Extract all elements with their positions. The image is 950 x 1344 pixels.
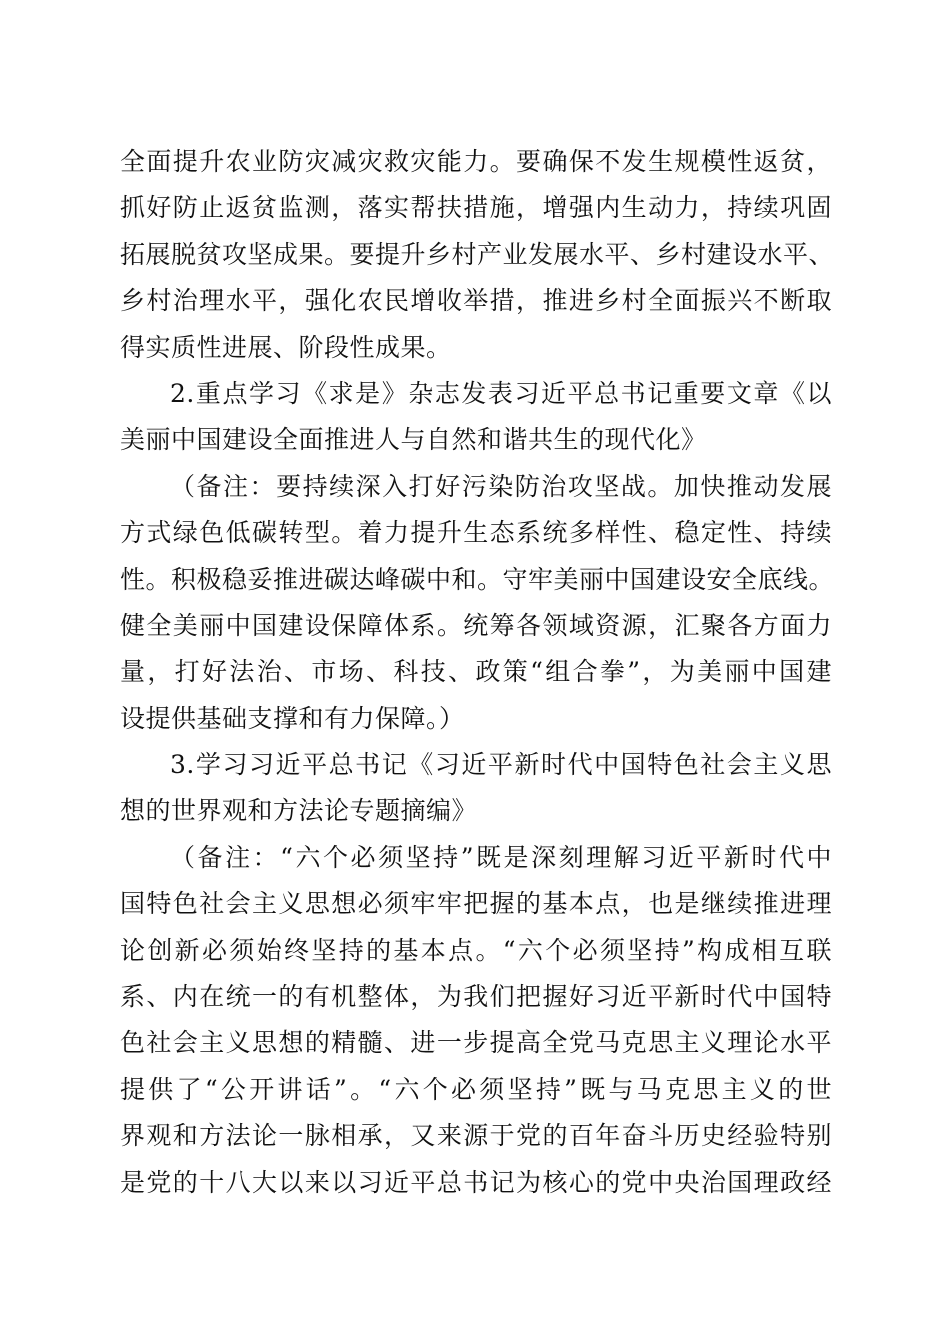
text-line: 抓好防止返贫监测，落实帮扶措施，增强内生动力，持续巩固 [120, 193, 832, 223]
text-line: 系、内在统一的有机整体，为我们把握好习近平新时代中国特 [120, 982, 832, 1012]
text-line: （备注：要持续深入打好污染防治攻坚战。加快推动发展 [170, 471, 832, 501]
text-line: 性。积极稳妥推进碳达峰碳中和。守牢美丽中国建设安全底线。 [120, 564, 835, 594]
text-line: 论创新必须始终坚持的基本点。“六个必须坚持”构成相互联 [120, 935, 832, 965]
paragraph-5 [120, 835, 832, 1206]
text-line: 全面提升农业防灾减灾救灾能力。要确保不发生规模性返贫， [120, 147, 832, 176]
text-line: 健全美丽中国建设保障体系。统筹各领域资源，汇聚各方面力 [120, 610, 832, 640]
paragraph-1 [120, 139, 835, 371]
text-line: 拓展脱贫攻坚成果。要提升乡村产业发展水平、乡村建设水平、 [120, 239, 835, 269]
text-line: 国特色社会主义思想必须牢牢把握的基本点，也是继续推进理 [120, 889, 832, 919]
text-line: 3.学习习近平总书记《习近平新时代中国特色社会主义思 [170, 750, 832, 780]
paragraph-2 [120, 371, 832, 464]
text-line: 2.重点学习《求是》杂志发表习近平总书记重要文章《以 [170, 378, 832, 408]
text-line: 乡村治理水平，强化农民增收举措，推进乡村全面振兴不断取 [120, 286, 832, 316]
paragraph-4 [120, 742, 832, 835]
text-line: 想的世界观和方法论专题摘编》 [120, 796, 478, 826]
text-line: 美丽中国建设全面推进人与自然和谐共生的现代化》 [120, 425, 707, 455]
text-line: 界观和方法论一脉相承，又来源于党的百年奋斗历史经验特别 [120, 1121, 832, 1151]
text-line: 是党的十八大以来以习近平总书记为核心的党中央治国理政经 [120, 1167, 832, 1197]
text-line: 方式绿色低碳转型。着力提升生态系统多样性、稳定性、持续 [120, 518, 832, 548]
text-line: 量，打好法治、市场、科技、政策“组合拳”，为美丽中国建 [120, 657, 832, 687]
paragraph-3 [120, 464, 835, 742]
text-line: 得实质性进展、阶段性成果。 [120, 332, 452, 362]
text-line: 设提供基础支撑和有力保障。） [120, 703, 465, 733]
text-line: 色社会主义思想的精髓、进一步提高全党马克思主义理论水平 [120, 1028, 832, 1058]
text-line: 提供了“公开讲话”。“六个必须坚持”既与马克思主义的世 [120, 1074, 832, 1104]
document-body [120, 139, 835, 1206]
text-line: （备注：“六个必须坚持”既是深刻理解习近平新时代中 [170, 842, 832, 872]
